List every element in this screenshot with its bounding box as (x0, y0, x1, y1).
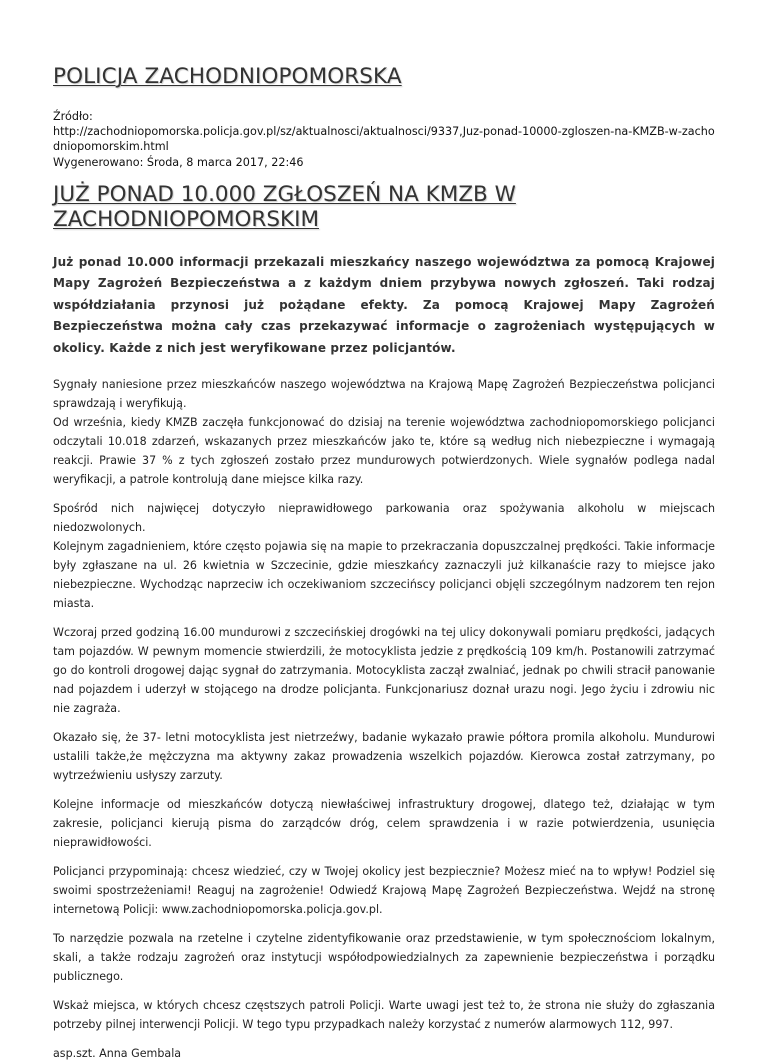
meta-block (53, 109, 715, 170)
article-lead: Już ponad 10.000 informacji przekazali mieszkańcy naszego województwa za pomocą Krajowej Mapy Zagrożeń Bezpieczeństwa a z każdym dniem przybywa nowych zgłoszeń. Taki rodzaj współdziałania przynosi już pożądane efekty. Za pomocą Krajowej Mapy Zagrożeń Bezpieczeństwa można cały czas przekazywać informacje o zagrożeniach występujących w okolicy. Każde z nich jest weryfikowane przez policjantów. (53, 254, 715, 355)
source-label: Źródło: (53, 110, 93, 123)
paragraph-4: Kolejnym zagadnieniem, które często pojawia się na mapie to przekraczania dopuszczalnej prędkości. Takie informacje były zgłaszane na ul. 26 kwietnia w Szczecinie, gdzie mieszkańcy zaznaczyli już kilkanaście razy to miejsce jako niebezpieczne. Wychodząc naprzeciw ich oczekiwaniom szczecińscy policjanci objęli szczególnym nadzorem ten rejon miasta. (53, 540, 715, 611)
paragraph-7: Kolejne informacje od mieszkańców dotyczą niewłaściwej infrastruktury drogowej, dlatego też, działając w tym zakresie, policjanci kierują pisma do zarządców dróg, celem sprawdzenia i w razie potwierdzenia, usunięcia nieprawidłowości. (53, 798, 715, 850)
generated-timestamp: Wygenerowano: Środa, 8 marca 2017, 22:46 (53, 155, 304, 169)
paragraph-group-2 (53, 499, 715, 613)
paragraph-10: Wskaż miejsca, w których chcesz częstszych patroli Policji. Warte uwagi jest też to, że strona nie służy do zgłaszania potrzeby pilnej interwencji Policji. W tego typu przypadkach należy korzystać z numerów alarmowych 112, 997. (53, 999, 715, 1032)
paragraph-3: Spośród nich najwięcej dotyczyło nieprawidłowego parkowania oraz spożywania alkoholu w miejscach niedozwolonych. (53, 502, 715, 535)
paragraph-group-1 (53, 375, 715, 489)
paragraph-9: To narzędzie pozwala na rzetelne i czytelne zidentyfikowanie oraz przedstawienie, w tym społecznościom lokalnym, skali, a także rodzaju zagrożeń oraz instytucji współodpowiedzialnych za zapewnienie bezpieczeństwa i porządku publicznego. (53, 932, 715, 984)
article-title: JUŻ PONAD 10.000 ZGŁOSZEŃ NA KMZB W ZACHODNIOPOMORSKIM (53, 181, 516, 232)
paragraph-8: Policjanci przypominają: chcesz wiedzieć, czy w Twojej okolicy jest bezpiecznie? Możesz mieć na to wpływ! Podziel się swoimi spostrzeżeniami! Reaguj na zagrożenie! Odwiedź Krajową Mapę Zagrożeń Bezpieczeństwa. Wejdź na stronę internetową Policji: www.zachodniopomorska.policja.gov.pl. (53, 865, 715, 917)
paragraph-6: Okazało się, że 37- letni motocyklista jest nietrzeźwy, badanie wykazało prawie półtora promila alkoholu. Mundurowi ustalili także,że mężczyzna ma aktywny zakaz prowadzenia wszelkich pojazdów. Kierowca został zatrzymany, po wytrzeźwieniu usłyszy zarzuty. (53, 731, 715, 783)
paragraph-5: Wczoraj przed godziną 16.00 mundurowi z szczecińskiej drogówki na tej ulicy dokonywali pomiaru prędkości, jadących tam pojazdów. W pewnym momencie stwierdzili, że motocyklista jedzie z prędkością 109 km/h. Postanowili zatrzymać go do kontroli drogowej dając sygnał do zatrzymania. Motocyklista zaczął zwalniać, jednak po chwili stracił panowanie nad pojazdem i uderzył w stojącego na drodze policjanta. Funkcjonariusz doznał urazu nogi. Jego życiu i zdrowiu nic nie zagraża. (53, 626, 715, 716)
paragraph-1: Sygnały naniesione przez mieszkańców naszego województwa na Krajową Mapę Zagrożeń Bezpieczeństwa policjanci sprawdzają i weryfikują. (53, 378, 715, 411)
source-url: http://zachodniopomorska.policja.gov.pl/sz/aktualnosci/aktualnosci/9337,Juz-ponad-10000-zgloszen-na-KMZB-w-zachodniopomorskim.html (53, 125, 715, 154)
article-author: asp.szt. Anna Gembala (53, 1047, 182, 1061)
site-title: POLICJA ZACHODNIOPOMORSKA (53, 64, 402, 89)
paragraph-2: Od września, kiedy KMZB zaczęła funkcjonować do dzisiaj na terenie województwa zachodniopomorskiego policjanci odczytali 10.018 zdarzeń, wskazanych przez mieszkańców jako te, które są według nich niebezpieczne i wymagają reakcji. Prawie 37 % z tych zgłoszeń zostało przez mundurowych potwierdzonych. Wiele sygnałów podlega nadal weryfikacji, a patrole kontrolują dane miejsce kilka razy. (53, 416, 715, 487)
